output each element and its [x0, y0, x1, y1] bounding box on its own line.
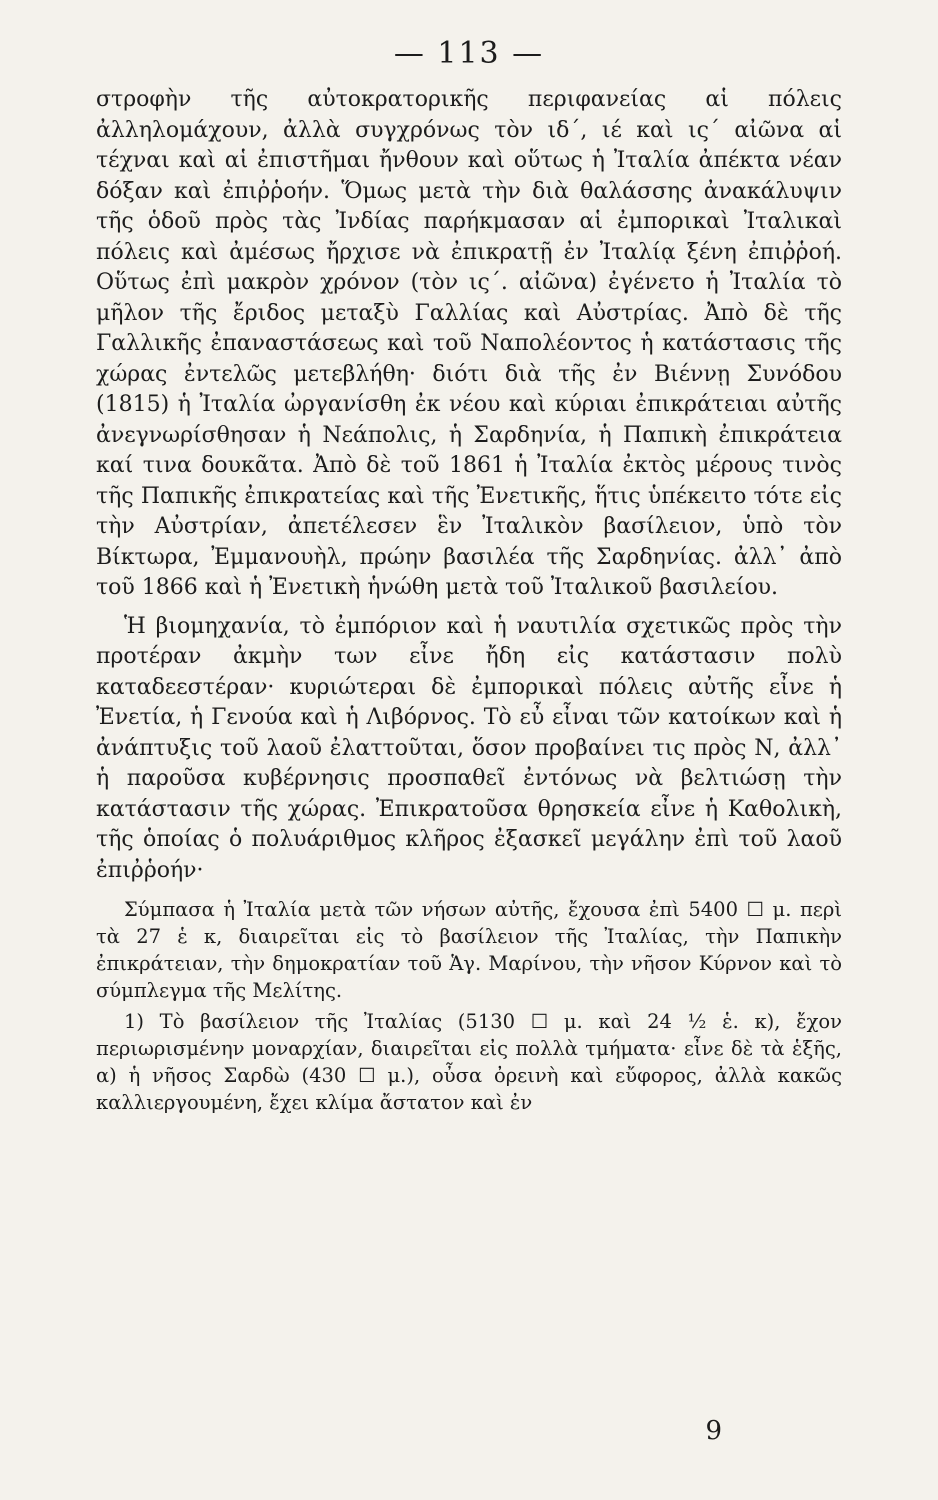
paragraph-economy: Ἡ βιομηχανία, τὸ ἐμπόριον καὶ ἡ ναυτιλία σχετικῶς πρὸς τὴν προτέραν ἀκμὴν των εἶνε ἤδη εἰς κατάστασιν πολὺ καταδεεστέραν· κυριώτεραι δὲ ἐμπορικαὶ πόλεις αὐτῆς εἶνε ἡ Ἐνετία, ἡ Γενούα καὶ ἡ Λιβόρνος. Τὸ εὖ εἶναι τῶν κατοίκων καὶ ἡ ἀνάπτυξις τοῦ λαοῦ ἐλαττοῦται, ὅσον προβαίνει τις πρὸς Ν, ἀλλ᾽ ἡ παροῦσα κυβέρνησις προσπαθεῖ ἐντόνως νὰ βελτιώσῃ τὴν κατάστασιν τῆς χώρας. Ἐπικρατοῦσα θρησκεία εἶνε ἡ Καθολικὴ, τῆς ὁποίας ὁ πολυάριθμος κλῆρος ἐξασκεῖ μεγάλην ἐπὶ τοῦ λαοῦ ἐπιῤῥοήν· [96, 613, 842, 883]
paragraph-divisions: Σύμπασα ἡ Ἰταλία μετὰ τῶν νήσων αὐτῆς, ἔχουσα ἐπὶ 5400 ☐ μ. περὶ τὰ 27 ἑ κ, διαιρεῖται εἰς τὸ βασίλειον τῆς Ἰταλίας, τὴν Παπικὴν ἐπικράτειαν, τὴν δημοκρατίαν τοῦ Ἁγ. Μαρίνου, τὴν νῆσον Κύρνον καὶ τὸ σύμπλεγμα τῆς Μελίτης. [96, 898, 842, 1002]
signature-mark: 9 [705, 1416, 722, 1446]
paragraph-kingdom: 1) Τὸ βασίλειον τῆς Ἰταλίας (5130 ☐ μ. καὶ 24 ½ ἑ. κ), ἔχον περιωρισμένην μοναρχίαν, διαιρεῖται εἰς πολλὰ τμήματα· εἶνε δὲ τὰ ἑξῆς, α) ἡ νῆσος Σαρδὼ (430 ☐ μ.), οὖσα ὀρεινὴ καὶ εὔφορος, ἀλλὰ κακῶς καλλιεργουμένη, ἔχει κλίμα ἄστατον καὶ ἐν [96, 1010, 842, 1114]
paragraph-history: στροφὴν τῆς αὐτοκρατορικῆς περιφανείας αἱ πόλεις ἀλληλομάχουν, ἀλλὰ συγχρόνως τὸν ιδ΄, ιέ καὶ ις΄ αἰῶνα αἱ τέχναι καὶ αἱ ἐπιστῆμαι ἤνθουν καὶ οὕτως ἡ Ἰταλία ἀπέκτα νέαν δόξαν καὶ ἐπιῤῥοήν. Ὅμως μετὰ τὴν διὰ θαλάσσης ἀνακάλυψιν τῆς ὁδοῦ πρὸς τὰς Ἰνδίας παρήκμασαν αἱ ἐμπορικαὶ Ἰταλικαὶ πόλεις καὶ ἀμέσως ἤρχισε νὰ ἐπικρατῇ ἐν Ἰταλίᾳ ξένη ἐπιῤῥοή. Οὕτως ἐπὶ μακρὸν χρόνον (τὸν ις΄. αἰῶνα) ἐγένετο ἡ Ἰταλία τὸ μῆλον τῆς ἔριδος μεταξὺ Γαλλίας καὶ Αὐστρίας. Ἀπὸ δὲ τῆς Γαλλικῆς ἐπαναστάσεως καὶ τοῦ Ναπολέοντος ἡ κατάστασις τῆς χώρας ἐντελῶς μετεβλήθη· διότι διὰ τῆς ἐν Βιέννῃ Συνόδου (1815) ἡ Ἰταλία ὠργανίσθη ἐκ νέου καὶ κύριαι ἐπικράτειαι αὐτῆς ἀνεγνωρίσθησαν ἡ Νεάπολις, ἡ Σαρδηνία, ἡ Παπικὴ ἐπικράτεια καί τινα δουκᾶτα. Ἀπὸ δὲ τοῦ 1861 ἡ Ἰταλία ἐκτὸς μέρους τινὸς τῆς Παπικῆς ἐπικρατείας καὶ τῆς Ἐνετικῆς, ἥτις ὑπέκειτο τότε εἰς τὴν Αὐστρίαν, ἀπετέλεσεν ἓν Ἰταλικὸν βασίλειον, ὑπὸ τὸν Βίκτωρα, Ἐμμανουὴλ, πρώην βασιλέα τῆς Σαρδηνίας. ἀλλ᾽ ἀπὸ τοῦ 1866 καὶ ἡ Ἐνετικὴ ἡνώθη μετὰ τοῦ Ἰταλικοῦ βασιλείου. [96, 87, 842, 600]
page-number: — 113 — [393, 36, 545, 71]
